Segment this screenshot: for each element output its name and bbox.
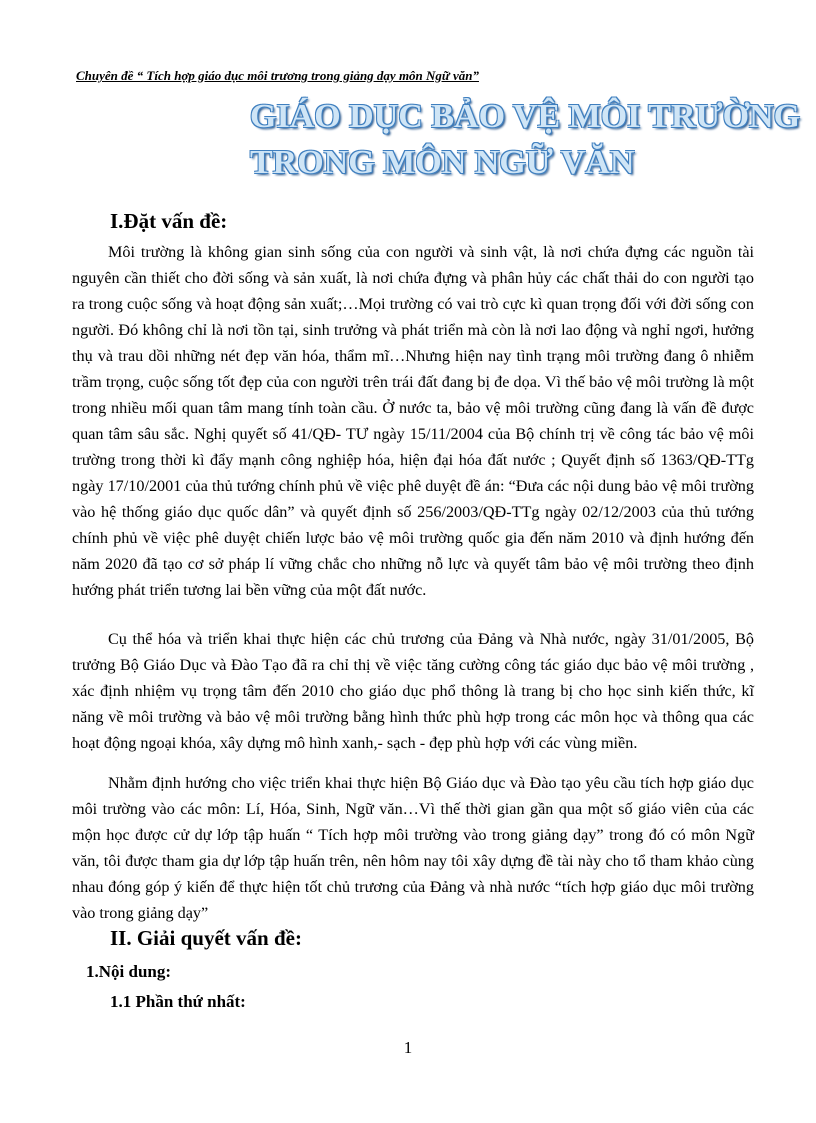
subsection-heading-part-one: 1.1 Phần thứ nhất: — [110, 992, 246, 1011]
section-1-heading: I.Đặt vấn đề: — [110, 209, 228, 233]
paragraph-2: Cụ thể hóa và triển khai thực hiện các chủ trương của Đảng và Nhà nước, ngày 31/01/2005, Bộ trưởng Bộ Giáo Dục và Đào Tạo đã ra chỉ thị về việc tăng cường công tác giáo dục bảo vệ môi trường , xác định nhiệm vụ trọng tâm đến 2010 cho giáo dục phổ thông là trang bị cho học sinh kiến thức, kĩ năng về môi trường và bảo vệ môi trường bằng hình thức phù hợp trong các môn học và thông qua các hoạt động ngoại khóa, xây dựng mô hình xanh,- sạch - đẹp phù hợp với các vùng miền. — [72, 630, 754, 752]
page-number: 1 — [403, 1038, 413, 1057]
paragraph-1: Môi trường là không gian sinh sống của con người và sinh vật, là nơi chứa đựng các nguồn tài nguyên cần thiết cho đời sống và sản xuất, là nơi chứa đựng và phân hủy các chất thải do con người tạo ra trong cuộc sống và hoạt động sản xuất;…Mọi trường có vai trò cực kì quan trọng đối với đời sống con người. Đó không chỉ là nơi tồn tại, sinh trưởng và phát triển mà còn là nơi lao động và nghỉ ngơi, hưởng thụ và trau dồi những nét đẹp văn hóa, thẩm mĩ…Nhưng hiện nay tình trạng môi trường đang ô nhiễm trầm trọng, cuộc sống tốt đẹp của con người trên trái đất đang bị đe dọa. Vì thế bảo vệ môi trường là một trong nhiều mối quan tâm mang tính toàn cầu. Ở nước ta, bảo vệ môi trường cũng đang là vấn đề được quan tâm sâu sắc. Nghị quyết số 41/QĐ- TƯ ngày 15/11/2004 của Bộ chính trị về công tác bảo vệ môi trường trong thời kì đẩy mạnh công nghiệp hóa, hiện đại hóa đất nước ; Quyết định số 1363/QĐ-TTg ngày 17/10/2001 của thủ tướng chính phủ về việc phê duyệt đề án: “Đưa các nội dung bảo vệ môi trường vào hệ thống giáo dục quốc dân” và quyết định số 256/2003/QĐ-TTg ngày 02/12/2003 của thủ tướng chính phủ về việc phê duyệt chiến lược bảo vệ môi trường quốc gia đến năm 2010 và định hướng đến năm 2020 đã tạo cơ sở pháp lí vững chắc cho những nỗ lực và quyết tâm bảo vệ môi trường theo định hướng phát triển tương lai bền vững của một đất nước. — [72, 243, 754, 599]
paragraph-3: Nhằm định hướng cho việc triển khai thực hiện Bộ Giáo dục và Đào tạo yêu cầu tích hợp giáo dục môi trường vào các môn: Lí, Hóa, Sinh, Ngữ văn…Vì thế thời gian gần qua một số giáo viên của các mộn học được cử dự lớp tập huấn “ Tích hợp môi trường vào trong giảng dạy” trong đó có môn Ngữ văn, tôi được tham gia dự lớp tập huấn trên, nên hôm nay tôi xây dựng đề tài này cho tổ tham khảo cùng nhau đóng góp ý kiến để thực hiện tốt chủ trương của Đảng và nhà nước “tích hợp giáo dục môi trường vào trong giảng dạy” — [72, 774, 754, 922]
document-title-line-2: TRONG MÔN NGỮ VĂN — [250, 144, 635, 181]
topic-header: Chuyên đề “ Tích hợp giáo dục môi trương trong giảng dạy môn Ngữ văn” — [76, 68, 479, 83]
section-2-heading: II. Giải quyết vấn đề: — [110, 926, 302, 950]
subsection-heading-content: 1.Nội dung: — [86, 962, 172, 981]
document-title-line-1: GIÁO DỤC BẢO VỆ MÔI TRƯỜNG — [250, 98, 801, 135]
